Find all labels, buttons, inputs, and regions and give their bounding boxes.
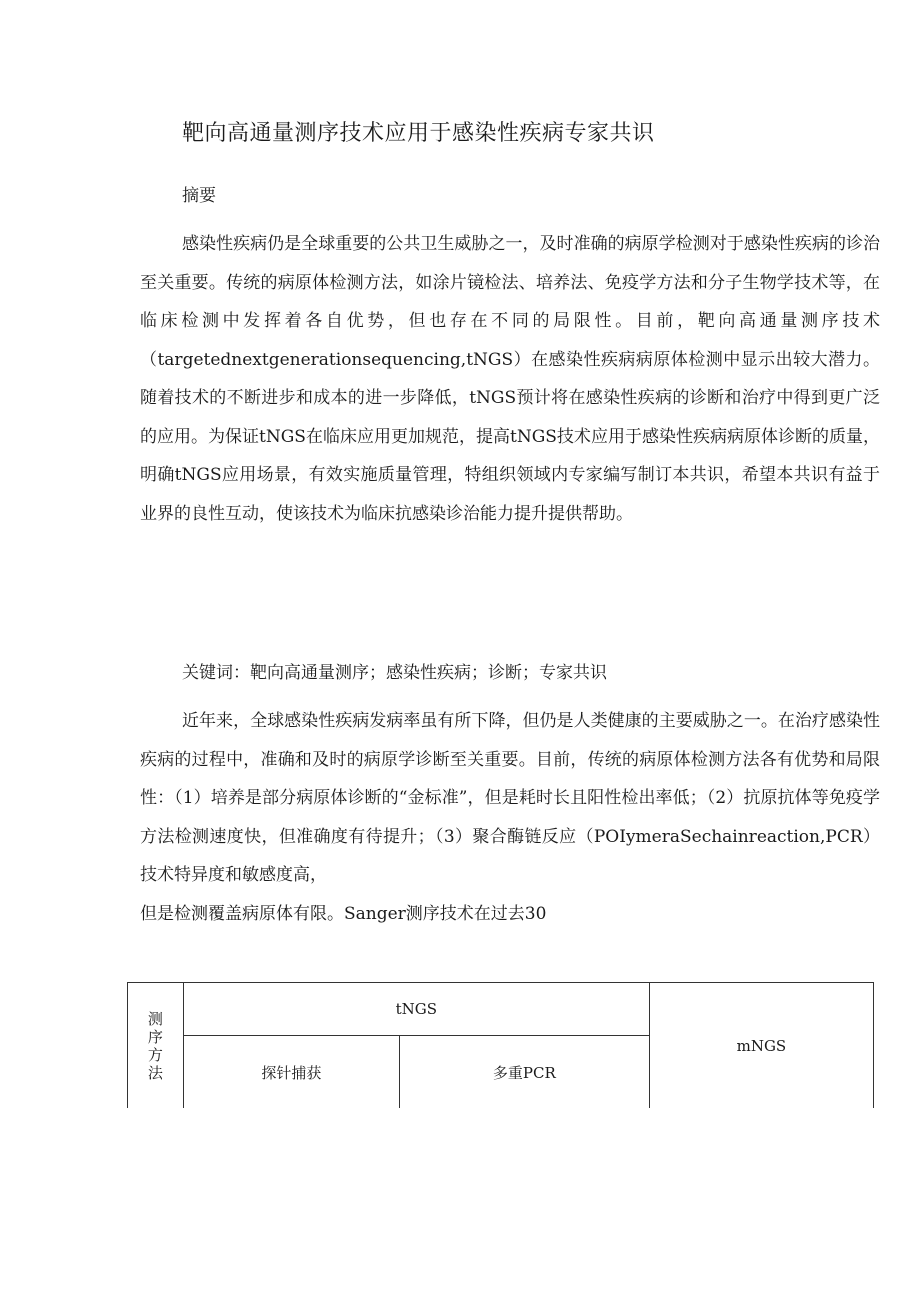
intro-last-line: 但是检测覆盖病原体有限。Sanger测序技术在过去30 <box>140 903 547 924</box>
mngs-header: mNGS <box>736 1036 787 1055</box>
document-title: 靶向高通量测序技术应用于感染性疾病专家共识 <box>182 121 655 146</box>
method-row-header-cell <box>128 983 184 1109</box>
method-row-header: 测序方法 <box>147 1009 163 1082</box>
multiplex-pcr-label: 多重PCR <box>492 1063 556 1082</box>
table-row <box>128 983 874 1036</box>
intro-text: 近年来，全球感染性疾病发病率虽有所下降，但仍是人类健康的主要威胁之一。在治疗感染性疾病的过程中，准确和及时的病原学诊断至关重要。目前，传统的病原体检测方法各有优势和局限性：（1）培养是部分病原体诊断的“金标准”，但是耗时长且阳性检出率低；（2）抗原抗体等免疫学方法检测速度快，但准确度有待提升；（3）聚合酶链反应（POIymeraSechainreaction,PCR）技术特异度和敏感度高， <box>140 711 880 885</box>
page-cutoff <box>120 1108 890 1138</box>
mngs-header-cell <box>649 983 873 1109</box>
sequencing-methods-table <box>127 982 874 1109</box>
abstract-heading: 摘要 <box>182 186 216 206</box>
tngs-header-cell <box>183 983 649 1036</box>
probe-capture-label: 探针捕获 <box>261 1063 322 1082</box>
tngs-header: tNGS <box>395 1000 438 1018</box>
multiplex-pcr-cell <box>399 1036 649 1109</box>
abstract-paragraph: 感染性疾病仍是全球重要的公共卫生威胁之一，及时准确的病原学检测对于感染性疾病的诊治至关重要。传统的病原体检测方法，如涂片镜检法、培养法、免疫学方法和分子生物学技术等，在临床检测中发挥着各自优势，但也存在不同的局限性。目前，靶向高通量测序技术（targetednextgenerationsequencing,tNGS）在感染性疾病病原体检测中显示出较大潜力。随着技术的不断进步和成本的进一步降低，tNGS预计将在感染性疾病的诊断和治疗中得到更广泛的应用。为保证tNGS在临床应用更加规范，提高tNGS技术应用于感染性疾病病原体诊断的质量，明确tNGS应用场景，有效实施质量管理，特组织领域内专家编写制订本共识，希望本共识有益于业界的良性互动，使该技术为临床抗感染诊治能力提升提供帮助。 <box>140 234 880 524</box>
intro-paragraph <box>140 702 880 933</box>
keywords-line: 关键词：靶向高通量测序；感染性疾病；诊断；专家共识 <box>182 663 607 683</box>
probe-capture-cell <box>183 1036 399 1109</box>
